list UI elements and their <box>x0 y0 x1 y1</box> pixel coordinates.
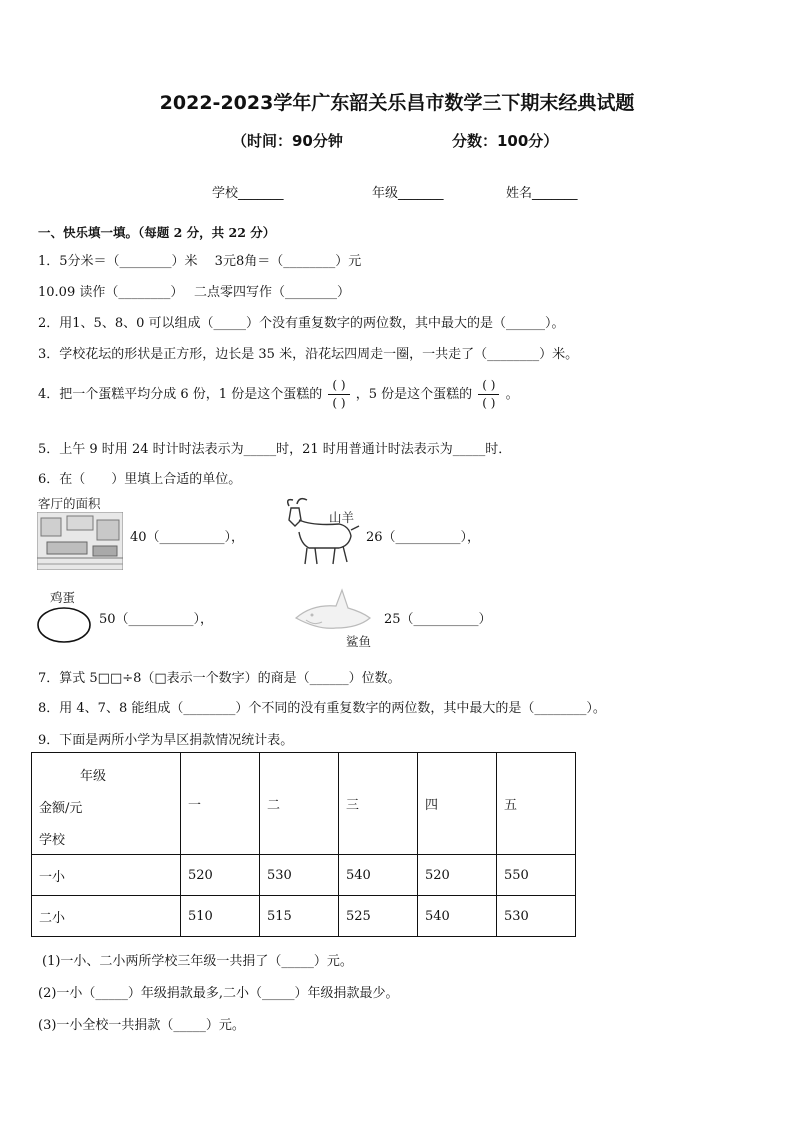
q4-text-2: ，5 份是这个蛋糕的 <box>355 387 473 402</box>
header-school: 学校 <box>39 833 66 848</box>
table-cell: 520 <box>181 855 260 896</box>
fraction-numerator: ( ) <box>478 377 499 395</box>
living-room-picture <box>37 494 123 570</box>
egg-label: 鸡蛋 <box>50 590 76 605</box>
table-cell: 520 <box>418 855 497 896</box>
question-9-1: (1)一小、二小两所学校三年级一共捐了（_____）元。 <box>42 954 353 969</box>
table-cell: 525 <box>339 896 418 937</box>
shark-picture <box>292 584 384 650</box>
table-cell: 530 <box>497 896 576 937</box>
question-8: 8．用 4、7、8 能组成（________）个不同的没有重复数字的两位数，其中最大的是（________）。 <box>38 701 606 716</box>
question-7: 7．算式 5□□÷8（□表示一个数字）的商是（______）位数。 <box>38 671 401 686</box>
room-answer: 40（__________）， <box>130 530 245 545</box>
question-9-2: (2)一小（_____）年级捐款最多,二小（_____）年级捐款最少。 <box>38 986 399 1001</box>
column-header: 三 <box>339 753 418 855</box>
grade-field: 年级_______ <box>372 186 444 201</box>
goat-label: 山羊 <box>329 510 355 525</box>
section-heading: 一、快乐填一填。（每题 2 分，共 22 分） <box>38 225 276 240</box>
table-cell: 540 <box>339 855 418 896</box>
fraction-denominator: ( ) <box>482 396 496 410</box>
fraction-numerator: ( ) <box>328 377 349 395</box>
goat-icon <box>279 496 363 568</box>
table-cell: 540 <box>418 896 497 937</box>
column-header: 二 <box>260 753 339 855</box>
header-grade: 年级 <box>80 769 107 784</box>
shark-label: 鲨鱼 <box>346 634 372 649</box>
page-title: 2022-2023学年广东韶关乐昌市数学三下期末经典试题 <box>159 92 635 114</box>
row-school: 二小 <box>32 896 181 937</box>
egg-answer: 50（__________）， <box>99 612 214 627</box>
fraction-denominator: ( ) <box>332 396 346 410</box>
living-room-icon <box>37 512 123 570</box>
q4-text-1: 4．把一个蛋糕平均分成 6 份，1 份是这个蛋糕的 <box>38 387 323 402</box>
question-9-3: (3)一小全校一共捐款（_____）元。 <box>38 1018 245 1033</box>
exam-score: 分数：100分） <box>452 132 559 150</box>
fraction-blank-2 <box>478 377 499 412</box>
question-4 <box>38 377 519 412</box>
column-header: 一 <box>181 753 260 855</box>
living-room-label: 客厅的面积 <box>38 496 101 511</box>
question-1a: 1．5分米＝（________）米 3元8角＝（________）元 <box>38 254 362 269</box>
shark-answer: 25（__________） <box>384 612 492 627</box>
donation-table <box>31 752 576 937</box>
question-9: 9．下面是两所小学为旱区捐款情况统计表。 <box>38 733 294 748</box>
column-header: 五 <box>497 753 576 855</box>
question-3: 3．学校花坛的形状是正方形，边长是 35 米，沿花坛四周走一圈，一共走了（________）米。 <box>38 347 579 362</box>
egg-picture <box>37 588 97 644</box>
table-header-row <box>32 753 576 855</box>
table-row <box>32 896 576 937</box>
table-corner-header <box>32 753 181 855</box>
q4-text-3: 。 <box>505 387 519 402</box>
table-cell: 530 <box>260 855 339 896</box>
question-2: 2．用1、5、8、0 可以组成（_____）个没有重复数字的两位数，其中最大的是（______）。 <box>38 316 565 331</box>
table-cell: 515 <box>260 896 339 937</box>
fraction-blank-1 <box>328 377 349 412</box>
egg-icon <box>37 606 93 644</box>
goat-answer: 26（__________）， <box>366 530 481 545</box>
table-cell: 510 <box>181 896 260 937</box>
school-field: 学校_______ <box>212 186 284 201</box>
question-6: 6．在（ ）里填上合适的单位。 <box>38 472 242 487</box>
question-5: 5．上午 9 时用 24 时计时法表示为_____时，21 时用普通计时法表示为_____时． <box>38 442 512 457</box>
column-header: 四 <box>418 753 497 855</box>
table-row <box>32 855 576 896</box>
question-1b: 10.09 读作（________） 二点零四写作（________） <box>38 285 350 300</box>
exam-time: （时间：90分钟 <box>232 132 343 150</box>
table-cell: 550 <box>497 855 576 896</box>
header-amount: 金额/元 <box>39 801 83 816</box>
goat-picture <box>279 496 363 568</box>
row-school: 一小 <box>32 855 181 896</box>
name-field: 姓名_______ <box>506 186 578 201</box>
